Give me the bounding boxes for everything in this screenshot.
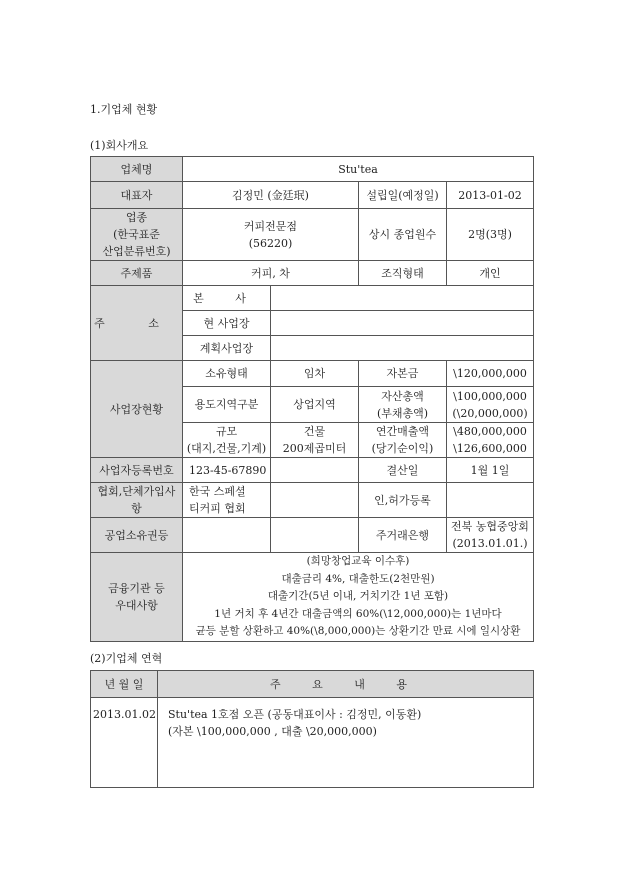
association-value: 한국 스페셜 티커피 협회: [183, 483, 271, 518]
sales-label: 연간매출액 (당기순이익): [359, 423, 447, 458]
site-status-label: 사업장현황: [91, 361, 183, 458]
founded-value: 2013-01-02: [447, 182, 534, 209]
founded-label: 설립일(예정일): [359, 182, 447, 209]
industry-value: 커피전문점 (56220): [183, 209, 359, 261]
company-history-title: (2)기업체 연혁: [90, 652, 163, 665]
scale-label: 규모 (대지,건물,기계): [183, 423, 271, 458]
history-row-date: 2013.01.02: [91, 698, 158, 788]
history-date-header: 년 월 일: [91, 671, 158, 698]
address-current-value: [271, 311, 534, 336]
employees-value: 2명(3명): [447, 209, 534, 261]
product-label: 주제품: [91, 261, 183, 286]
address-planned-value: [271, 336, 534, 361]
ip-label: 공업소유권등: [91, 518, 183, 553]
address-planned-label: 계획사업장: [183, 336, 271, 361]
ip-empty: [271, 518, 359, 553]
license-value: [447, 483, 534, 518]
company-name-value: Stu'tea: [183, 157, 534, 182]
sales-value: \480,000,000 \126,600,000: [447, 423, 534, 458]
ownership-label: 소유형태: [183, 361, 271, 387]
scale-value: 건물 200제곱미터: [271, 423, 359, 458]
address-hq-value: [271, 286, 534, 311]
finance-label: 금융기관 등 우대사항: [91, 553, 183, 642]
company-overview-table: [90, 156, 534, 642]
association-label: 협회,단체가입사항: [91, 483, 183, 518]
company-name-label: 업체명: [91, 157, 183, 182]
address-current-label: 현 사업장: [183, 311, 271, 336]
finance-value: (희망창업교육 이수후) 대출금리 4%, 대출한도(2천만원) 대출기간(5년 이내, 거치기간 1년 포함) 1년 거치 후 4년간 대출금액의 60%(\12,000,000)는 1년마다 균등 분할 상환하고 40%(\8,000,000)는 상환기간 만료 시에 일시상환: [183, 553, 534, 642]
ownership-value: 임차: [271, 361, 359, 387]
orgtype-value: 개인: [447, 261, 534, 286]
bank-value: 전북 농협중앙회 (2013.01.01.): [447, 518, 534, 553]
history-row-content: Stu'tea 1호점 오픈 (공동대표이사 : 김정민, 이동환) (자본 \100,000,000 , 대출 \20,000,000): [158, 698, 534, 788]
bizreg-value: 123-45-67890: [183, 458, 271, 483]
zoning-label: 용도지역구분: [183, 387, 271, 423]
capital-label: 자본금: [359, 361, 447, 387]
license-label: 인,허가등록: [359, 483, 447, 518]
section-title: 1.기업체 현황: [90, 103, 158, 116]
association-empty: [271, 483, 359, 518]
address-hq-label: 본 사: [183, 286, 271, 311]
assets-value: \100,000,000 (\20,000,000): [447, 387, 534, 423]
company-overview-title: (1)회사개요: [90, 139, 149, 152]
bank-label: 주거래은행: [359, 518, 447, 553]
ceo-label: 대표자: [91, 182, 183, 209]
bizreg-label: 사업자등록번호: [91, 458, 183, 483]
address-label: 주 소: [91, 286, 183, 361]
product-value: 커피, 차: [183, 261, 359, 286]
capital-value: \120,000,000: [447, 361, 534, 387]
bizreg-empty: [271, 458, 359, 483]
history-content-header: 주 요 내 용: [158, 671, 534, 698]
company-history-table: [90, 670, 534, 788]
industry-label: 업종 (한국표준 산업분류번호): [91, 209, 183, 261]
ceo-value: 김정민 (金廷珉): [183, 182, 359, 209]
assets-label: 자산총액 (부채총액): [359, 387, 447, 423]
closing-label: 결산일: [359, 458, 447, 483]
orgtype-label: 조직형태: [359, 261, 447, 286]
employees-label: 상시 종업원수: [359, 209, 447, 261]
zoning-value: 상업지역: [271, 387, 359, 423]
ip-value: [183, 518, 271, 553]
closing-value: 1월 1일: [447, 458, 534, 483]
